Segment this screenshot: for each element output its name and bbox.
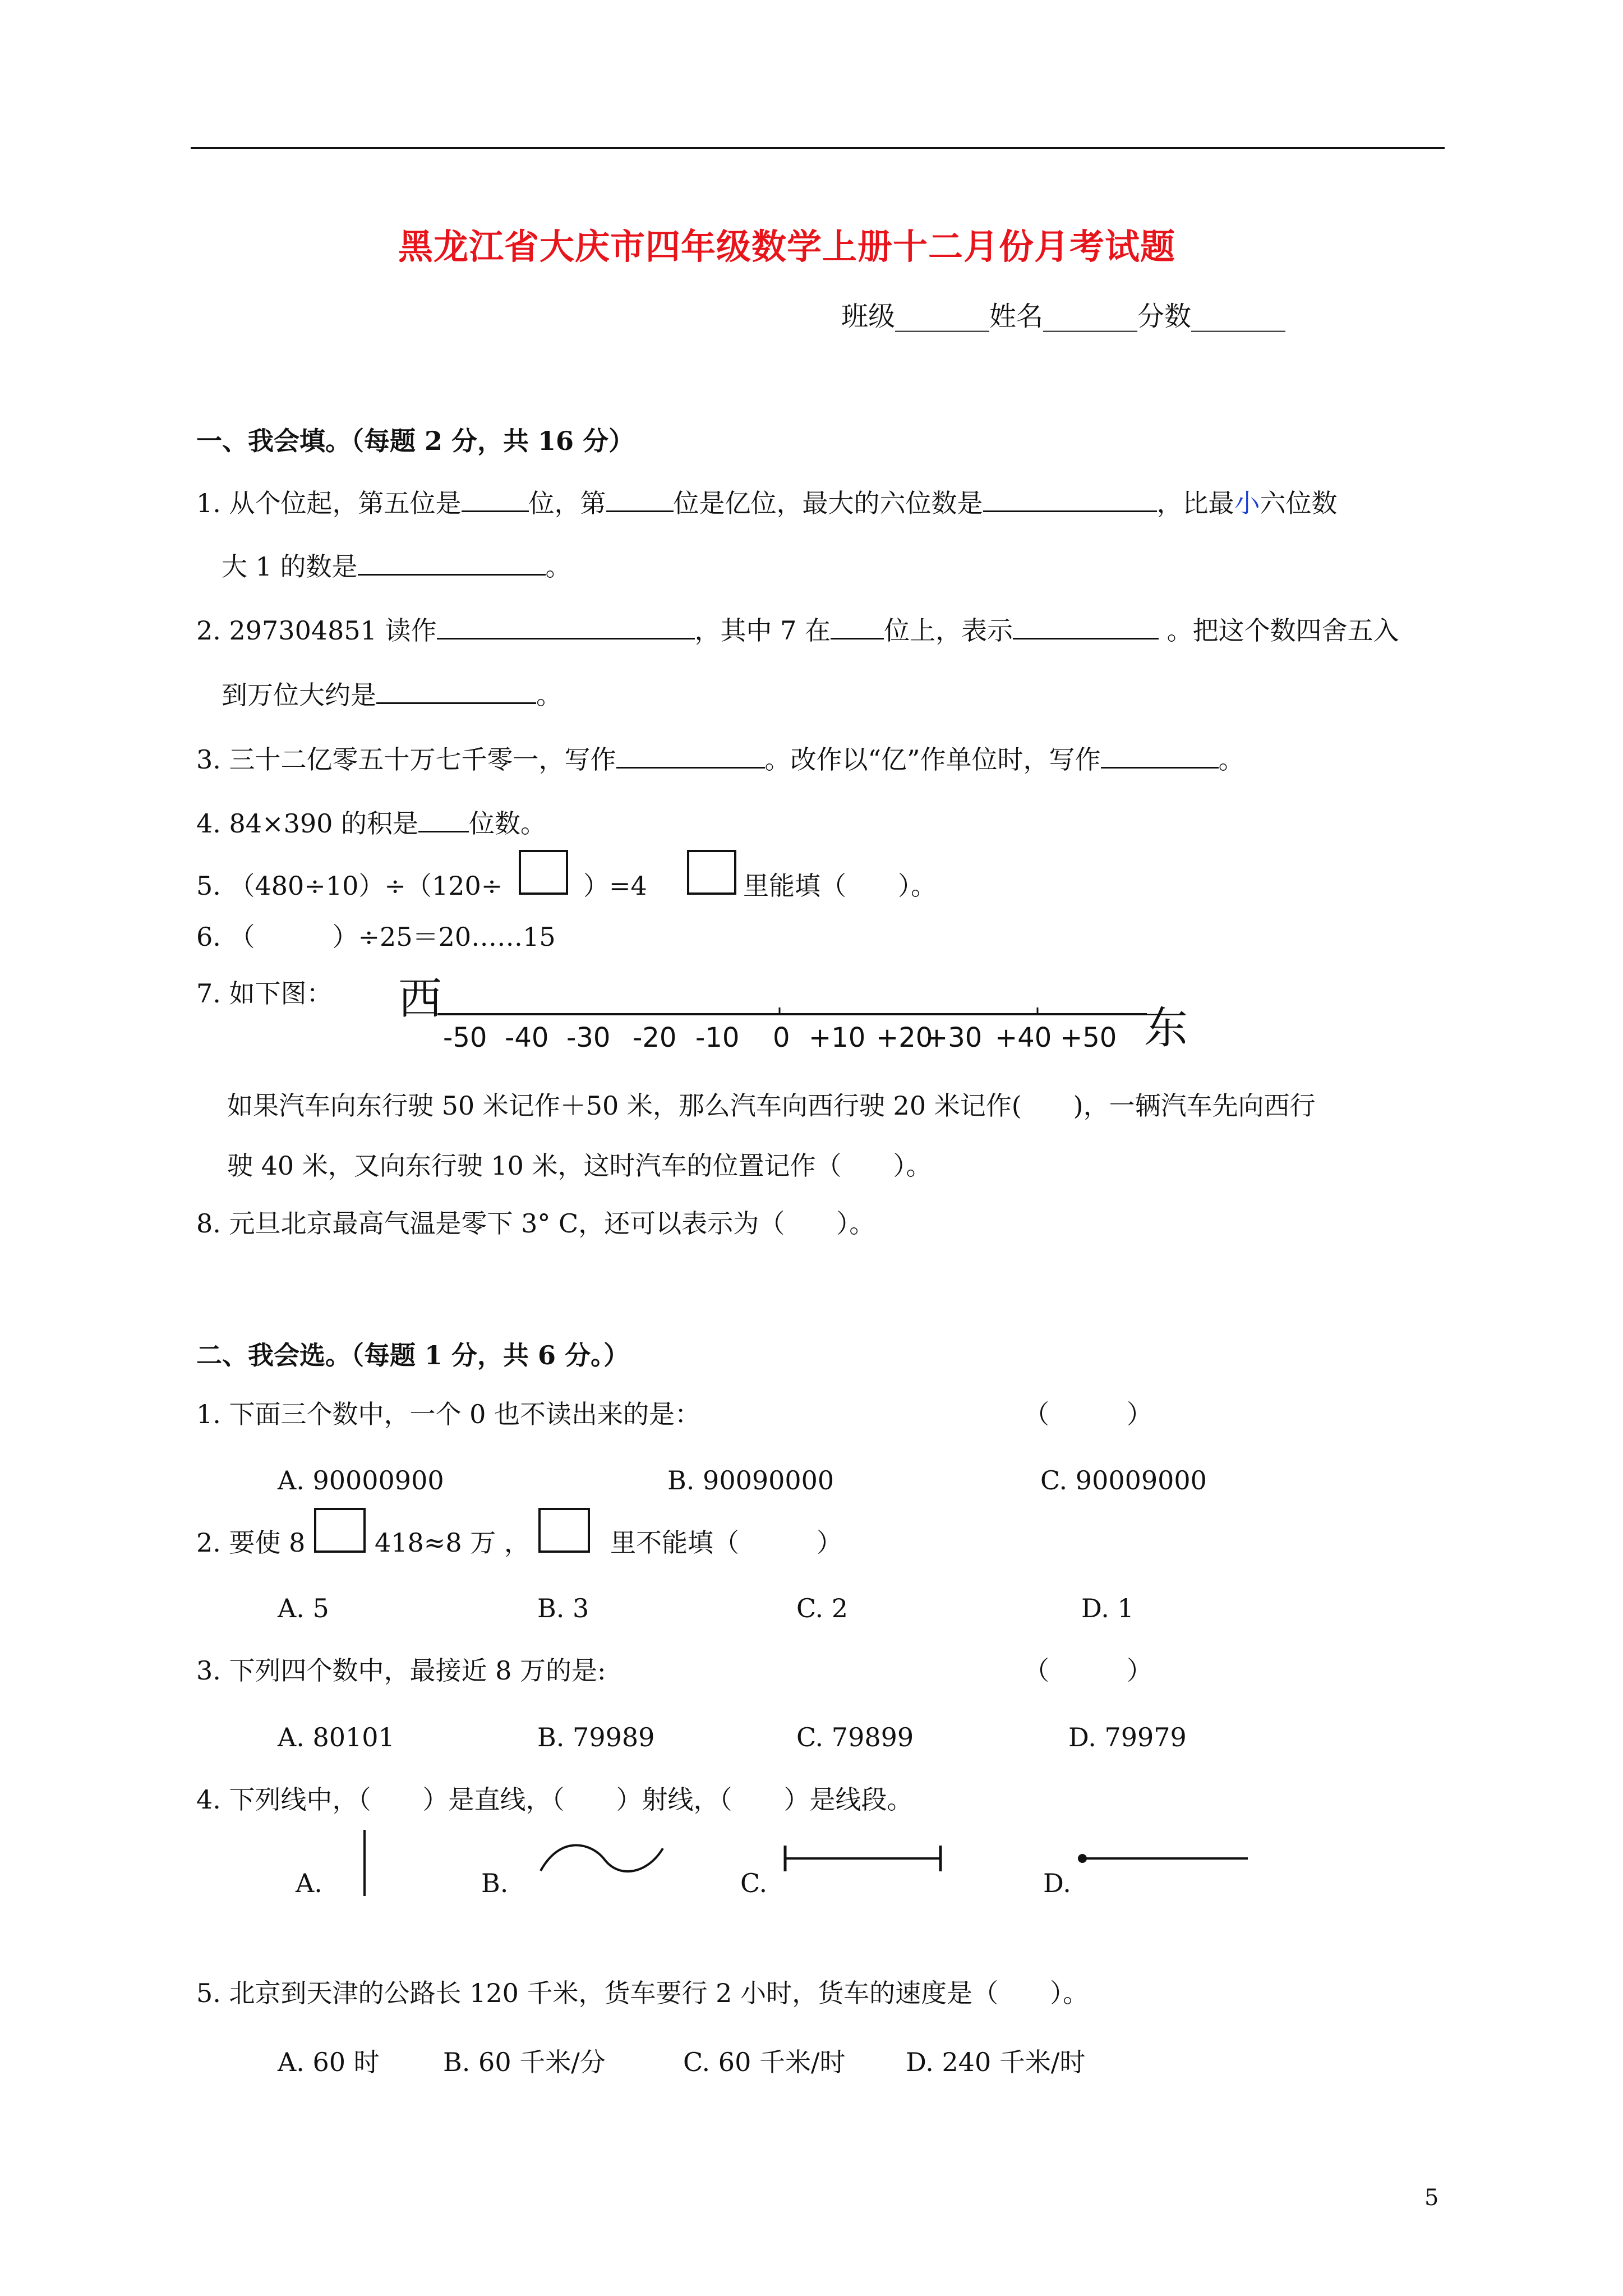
s1-q2-line2 [222, 680, 562, 708]
s1-q7-west-label: 西 [398, 974, 442, 1024]
line-segment-figure [782, 1844, 945, 1872]
s1-q1-line1 [196, 488, 1338, 516]
s1-q7-label: 7. 如下图： [196, 978, 333, 1009]
s1-q7-number-line [437, 1004, 1150, 1021]
s1-q5-box-1[interactable] [519, 850, 568, 895]
s1-q1-text-d: ，比最 [1156, 488, 1234, 518]
s1-q1-blank-3[interactable] [983, 488, 1157, 512]
s1-q3-text-a: 3. 三十二亿零五十万七千零一，写作 [196, 744, 616, 775]
s1-q2-text-a: 2. 297304851 读作 [196, 615, 437, 646]
s1-q7-east-label: 东 [1144, 1003, 1188, 1053]
s2-q3: 3. 下列四个数中，最接近 8 万的是: [196, 1655, 606, 1686]
s2-q4-label-a[interactable]: A. [296, 1868, 322, 1898]
tick-label: +30 [925, 1022, 983, 1053]
vertical-line-figure [359, 1830, 370, 1896]
s1-q5-text-b: ）=4 [583, 871, 647, 901]
s2-q4-label-b[interactable]: B. [481, 1868, 509, 1898]
tick-label: -20 [633, 1022, 677, 1053]
s2-q2-option-b[interactable]: B. 3 [537, 1593, 589, 1623]
page-number: 5 [1424, 2185, 1439, 2211]
tick-label: 0 [773, 1022, 790, 1053]
s1-q2-blank-3[interactable] [1013, 615, 1159, 639]
s1-q1-text-g: 。 [545, 551, 571, 582]
s2-q2-text-b: 418≈8 万 ， [375, 1527, 530, 1558]
s2-q1-option-a[interactable]: A. 90000900 [278, 1465, 444, 1496]
s2-q5-option-a[interactable]: A. 60 时 [278, 2047, 380, 2077]
s1-q7-ticks [443, 1022, 1172, 1056]
s2-q1-paren: （ ） [1023, 1399, 1152, 1429]
s2-q4-label-c[interactable]: C. [740, 1868, 768, 1898]
s2-q3-option-a[interactable]: A. 80101 [278, 1722, 395, 1752]
section-1-heading: 一、我会填。（每题 2 分，共 16 分） [196, 426, 635, 456]
s1-q1-text-f: 大 1 的数是 [222, 551, 358, 582]
tick-label: +40 [995, 1022, 1052, 1053]
s1-q1-line2 [222, 551, 571, 582]
s1-q2-text-b: ，其中 7 在 [694, 615, 831, 646]
s1-q1-text-e: 六位数 [1260, 488, 1338, 518]
tick-label: +20 [876, 1022, 933, 1053]
s1-q6: 6. （ ）÷25＝20……15 [196, 922, 556, 952]
s2-q4-label-d[interactable]: D. [1043, 1868, 1071, 1898]
s1-q5-text-a: 5. （480÷10）÷（120÷ [196, 871, 503, 901]
s1-q8: 8. 元旦北京最高气温是零下 3° C，还可以表示为（ ）。 [196, 1208, 875, 1239]
s2-q2-option-d[interactable]: D. 1 [1081, 1593, 1134, 1623]
s2-q3-option-b[interactable]: B. 79989 [537, 1722, 655, 1752]
s1-q2-blank-1[interactable] [437, 615, 695, 639]
s1-q1-text-a: 1. 从个位起，第五位是 [196, 488, 462, 518]
s1-q2-text-d: 。把这个数四舍五入 [1159, 615, 1399, 646]
section-2-heading: 二、我会选。（每题 1 分，共 6 分。） [196, 1340, 630, 1370]
s1-q2-blank-2[interactable] [831, 615, 884, 639]
tick-label: -50 [443, 1022, 487, 1053]
s1-q5-box-2[interactable] [687, 850, 736, 895]
s2-q1-option-c[interactable]: C. 90009000 [1040, 1465, 1207, 1496]
s1-q3-text-b: 。改作以“亿”作单位时，写作 [764, 744, 1101, 775]
tick-label: -30 [566, 1022, 611, 1053]
s2-q1-option-b[interactable]: B. 90090000 [667, 1465, 834, 1496]
s1-q2-text-f: 。 [536, 680, 562, 710]
s1-q3-blank-1[interactable] [616, 744, 765, 769]
tick-label: +10 [809, 1022, 866, 1053]
s2-q2-option-c[interactable]: C. 2 [796, 1593, 849, 1623]
s1-q2-blank-4[interactable] [376, 680, 536, 704]
curve-figure [538, 1840, 665, 1879]
s2-q3-option-d[interactable]: D. 79979 [1068, 1722, 1187, 1752]
s1-q7-line1: 如果汽车向东行驶 50 米记作＋50 米，那么汽车向西行驶 20 米记作( )，一辆汽车先向西行 [227, 1091, 1316, 1121]
s1-q2-line1 [196, 615, 1399, 646]
s2-q2-option-a[interactable]: A. 5 [278, 1593, 329, 1623]
s1-q7-line2: 驶 40 米，又向东行驶 10 米，这时汽车的位置记作（ ）。 [227, 1151, 932, 1181]
s1-q3 [196, 744, 1244, 775]
s2-q2-box-2[interactable] [538, 1508, 590, 1553]
s2-q2-box-1[interactable] [314, 1508, 366, 1553]
header-rule [191, 147, 1445, 149]
s1-q4-blank-1[interactable] [418, 808, 469, 832]
ray-figure [1077, 1851, 1251, 1866]
s1-q3-text-c: 。 [1218, 744, 1244, 775]
s1-q3-blank-2[interactable] [1101, 744, 1219, 769]
s1-q1-blank-2[interactable] [606, 488, 674, 512]
s1-q4-text-b: 位数。 [469, 808, 547, 839]
s1-q2-text-e: 到万位大约是 [222, 680, 376, 710]
s1-q2-text-c: 位上，表示 [884, 615, 1013, 646]
s2-q5-option-d[interactable]: D. 240 千米/时 [906, 2047, 1086, 2077]
s2-q4: 4. 下列线中，（ ）是直线，（ ）射线，（ ）是线段。 [196, 1784, 913, 1815]
tick-label: -40 [505, 1022, 549, 1053]
s2-q5-option-c[interactable]: C. 60 千米/时 [683, 2047, 846, 2077]
s2-q1: 1. 下面三个数中，一个 0 也不读出来的是： [196, 1399, 701, 1429]
s2-q3-option-c[interactable]: C. 79899 [796, 1722, 914, 1752]
student-info-line: 班级_______姓名_______分数_______ [841, 301, 1286, 332]
s1-q1-highlight: 小 [1234, 488, 1260, 518]
s1-q4-text-a: 4. 84×390 的积是 [196, 808, 419, 839]
s1-q1-text-b: 位，第 [528, 488, 606, 518]
s1-q4 [196, 808, 547, 839]
s1-q1-text-c: 位是亿位，最大的六位数是 [673, 488, 983, 518]
s2-q5-option-b[interactable]: B. 60 千米/分 [443, 2047, 606, 2077]
tick-label: -10 [695, 1022, 740, 1053]
s2-q2-text-c: 里不能填（ ） [610, 1527, 842, 1558]
s1-q5-text-c: 里能填（ ）。 [743, 871, 937, 901]
page-title: 黑龙江省大庆市四年级数学上册十二月份月考试题 [398, 226, 1176, 267]
tick-label: +50 [1060, 1022, 1117, 1053]
s2-q3-paren: （ ） [1023, 1655, 1152, 1686]
s1-q1-blank-1[interactable] [462, 488, 529, 512]
s2-q5: 5. 北京到天津的公路长 120 千米，货车要行 2 小时，货车的速度是（ ）。 [196, 1978, 1089, 2008]
s2-q2-text-a: 2. 要使 8 [196, 1527, 306, 1558]
s1-q1-blank-4[interactable] [358, 551, 546, 576]
